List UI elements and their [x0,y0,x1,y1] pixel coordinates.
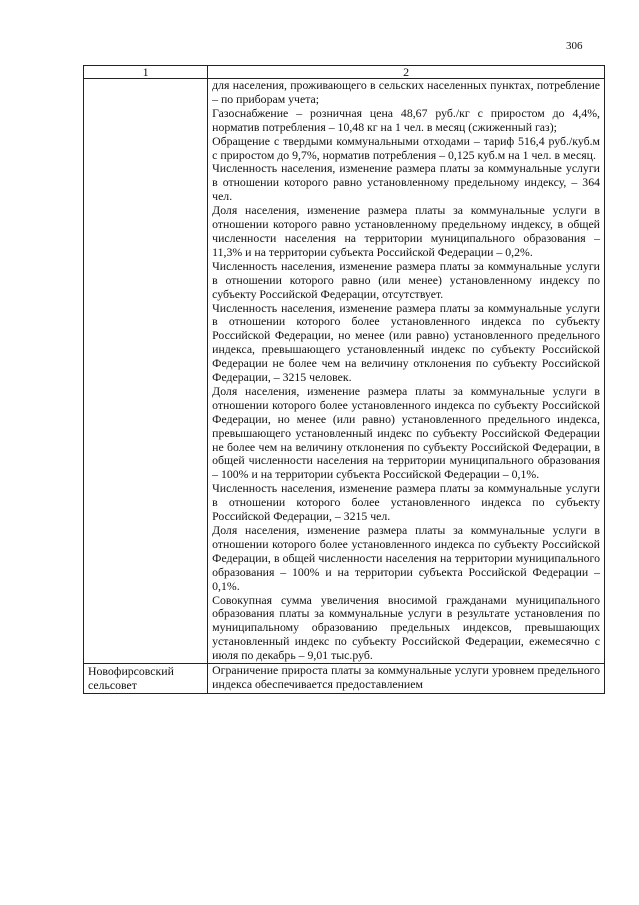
paragraph: Газоснабжение – розничная цена 48,67 руб./кг с приростом до 4,4%, норматив потребления – 10,48 кг на 1 чел. в месяц (сжиженный газ); [212,105,600,134]
table-row [84,664,605,694]
paragraph: для населения, проживающего в сельских населенных пунктах, потребление – по приборам учета; [212,78,600,106]
paragraph: Численность населения, изменение размера платы за коммунальные услуги в отношении которого равно (или менее) установленному индексу по субъекту Российской Федерации, отсутствует. [212,258,600,301]
table-header-row [84,66,605,79]
header-cell-col1: 1 [84,66,208,79]
paragraph: Численность населения, изменение размера платы за коммунальные услуги в отношении которого более установленного индекса по субъекту Российской Федерации, – 3215 чел. [212,481,600,524]
paragraph: Численность населения, изменение размера платы за коммунальные услуги в отношении которого равно установленному предельному индексу, – 364 чел. [212,161,600,204]
paragraph: Доля населения, изменение размера платы за коммунальные услуги в отношении которого более установленного индекса по субъекту Российской Федерации, в общей численности населения на территории муниципального образования – 100% и на территории субъекта Российской Федерации – 0,1%. [212,523,600,593]
row-municipality-cell [84,79,208,664]
table-row [84,79,605,664]
paragraph: Численность населения, изменение размера платы за коммунальные услуги в отношении которого более установленного индекса по субъекту Российской Федерации, но менее (или равно) установленного предельного индекса, превышающего установленный индекс по субъекту Российской Федерации не более чем на величину отклонения по субъекту Российской Федерации, – 3215 человек. [212,300,600,385]
row-municipality-cell: Новофирсовский сельсовет [84,664,208,694]
paragraph: Доля населения, изменение размера платы за коммунальные услуги в отношении которого равно установленному предельному индексу, в общей численности населения на территории муниципального образования – 11,3% и на территории субъекта Российской Федерации – 0,2%. [212,203,600,259]
paragraph: Совокупная сумма увеличения вносимой гражданами муниципального образования платы за коммунальные услуги в результате установления по муниципальному образованию предельных индексов, превышающих установленный индекс по субъекту Российской Федерации, ежемесячно с июля по декабрь – 9,01 тыс.руб. [212,592,600,663]
document-table [83,65,605,694]
paragraph: Доля населения, изменение размера платы за коммунальные услуги в отношении которого более установленного индекса по субъекту Российской Федерации, но менее (или равно) установленного предельного индекса, превышающего установленный индекс по субъекту Российской Федерации не более чем на величину отклонения по субъекту Российской Федерации, в общей численности населения на территории муниципального образования – 100% и на территории субъекта Российской Федерации – 0,1%. [212,383,600,482]
row-description-cell [208,79,605,664]
paragraph: Ограничение прироста платы за коммунальные услуги уровнем предельного индекса обеспечивается предоставлением [212,663,600,691]
paragraph: Обращение с твердыми коммунальными отходами – тариф 516,4 руб./куб.м с приростом до 9,7%, норматив потребления – 0,125 куб.м на 1 чел. в месяц. [212,133,600,162]
row-description-cell [208,664,605,694]
header-cell-col2: 2 [208,66,605,79]
page-number: 306 [566,40,583,52]
